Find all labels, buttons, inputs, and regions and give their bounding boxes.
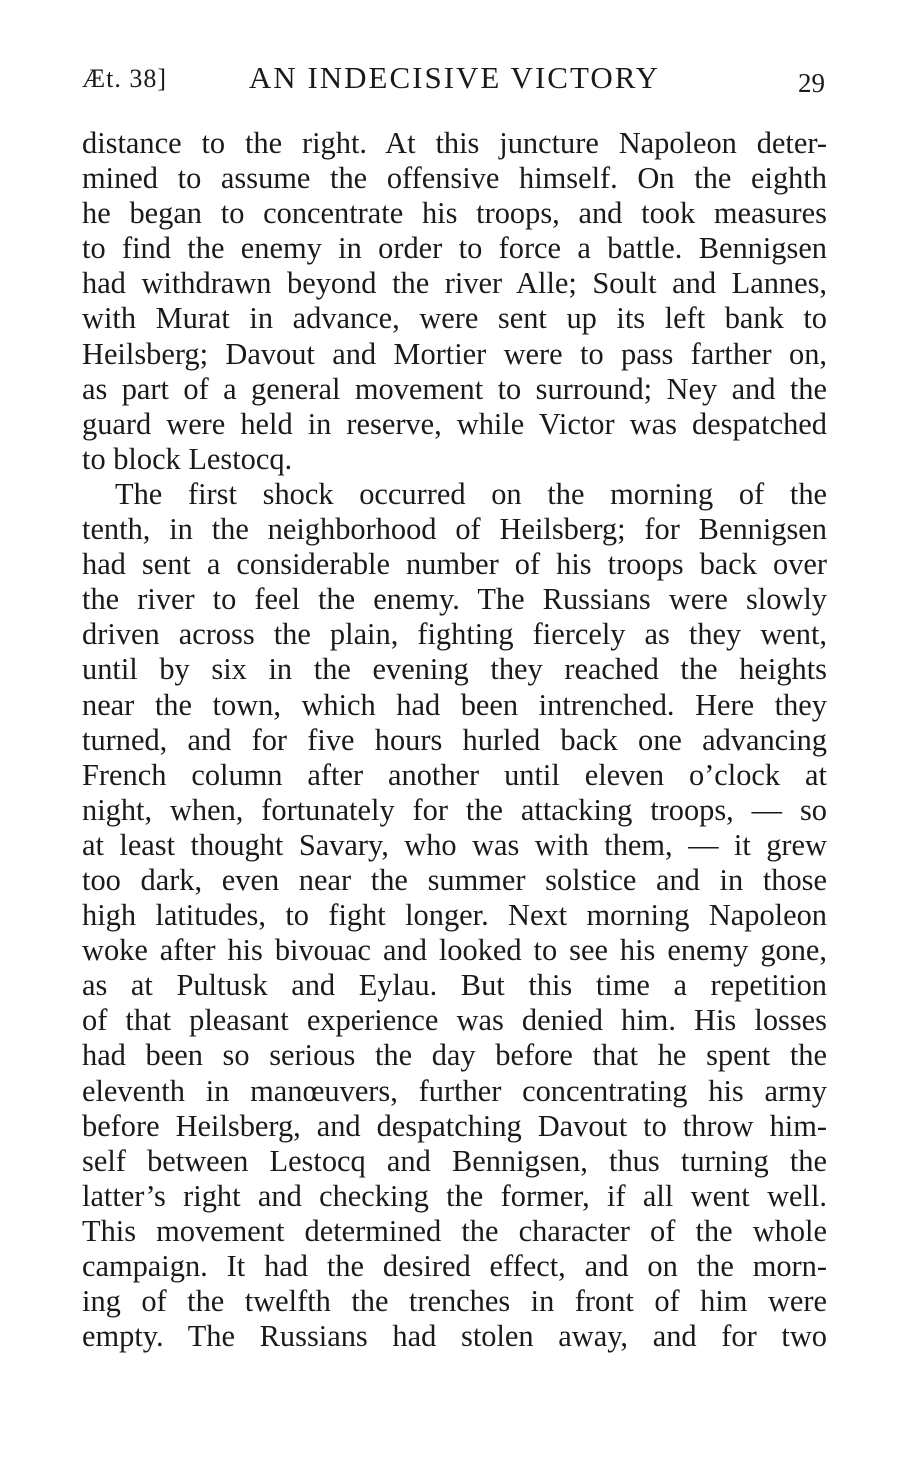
text-line: had sent a considerable number of his troops back over	[82, 547, 827, 582]
text-line: turned, and for five hours hurled back one advancing	[82, 722, 827, 757]
header-title: AN INDECISIVE VICTORY	[248, 60, 661, 95]
text-line: of that pleasant experience was denied him. His losses	[82, 1003, 827, 1038]
text-line: at least thought Savary, who was with them, — it grew	[82, 827, 827, 862]
text-line: Heilsberg; Davout and Mortier were to pass farther on,	[82, 336, 827, 371]
text-line: he began to concentrate his troops, and took measures	[82, 196, 827, 231]
page-body	[82, 126, 827, 1354]
text-line: French column after another until eleven o’clock at	[82, 757, 827, 792]
text-line: with Murat in advance, were sent up its left bank to	[82, 301, 827, 336]
text-line: This movement determined the character of the whole	[82, 1213, 827, 1248]
paragraph-2	[82, 477, 827, 1354]
text-line: the river to feel the enemy. The Russians were slowly	[82, 582, 827, 617]
text-line: before Heilsberg, and despatching Davout to throw him-	[82, 1108, 827, 1143]
text-line: tenth, in the neighborhood of Heilsberg; for Bennigsen	[82, 512, 827, 547]
text-line: distance to the right. At this juncture Napoleon deter-	[82, 126, 827, 160]
text-line: as at Pultusk and Eylau. But this time a repetition	[82, 968, 827, 1003]
text-line: had withdrawn beyond the river Alle; Soult and Lannes,	[82, 266, 827, 301]
text-line: had been so serious the day before that he spent the	[82, 1038, 827, 1073]
text-line: as part of a general movement to surround; Ney and the	[82, 371, 827, 406]
text-line: to block Lestocq.	[82, 441, 293, 476]
text-line: too dark, even near the summer solstice and in those	[82, 862, 827, 897]
text-line: woke after his bivouac and looked to see his enemy gone,	[82, 933, 827, 968]
text-line: near the town, which had been intrenched. Here they	[82, 687, 827, 722]
text-line: latter’s right and checking the former, if all went well.	[82, 1178, 827, 1213]
text-line: The first shock occurred on the morning of the	[115, 476, 827, 511]
text-line: self between Lestocq and Bennigsen, thus turning the	[82, 1143, 827, 1178]
running-header	[82, 58, 827, 98]
text-line: mined to assume the offensive himself. On the eighth	[82, 161, 827, 196]
paragraph-1	[82, 126, 827, 477]
text-line: eleventh in manœuvers, further concentrating his army	[82, 1073, 827, 1108]
text-line: ing of the twelfth the trenches in front of him were	[82, 1284, 827, 1319]
text-line: night, when, fortunately for the attacking troops, — so	[82, 792, 827, 827]
text-line: campaign. It had the desired effect, and on the morn-	[82, 1249, 827, 1283]
header-age-marker: Æt. 38]	[82, 64, 167, 93]
text-line: high latitudes, to fight longer. Next morning Napoleon	[82, 898, 827, 933]
text-line: empty. The Russians had stolen away, and for two	[82, 1319, 827, 1354]
page-number: 29	[798, 68, 825, 98]
text-line: until by six in the evening they reached the heights	[82, 652, 827, 687]
text-line: guard were held in reserve, while Victor was despatched	[82, 406, 827, 441]
text-line: to find the enemy in order to force a battle. Bennigsen	[82, 231, 827, 266]
text-line: driven across the plain, fighting fiercely as they went,	[82, 617, 827, 652]
